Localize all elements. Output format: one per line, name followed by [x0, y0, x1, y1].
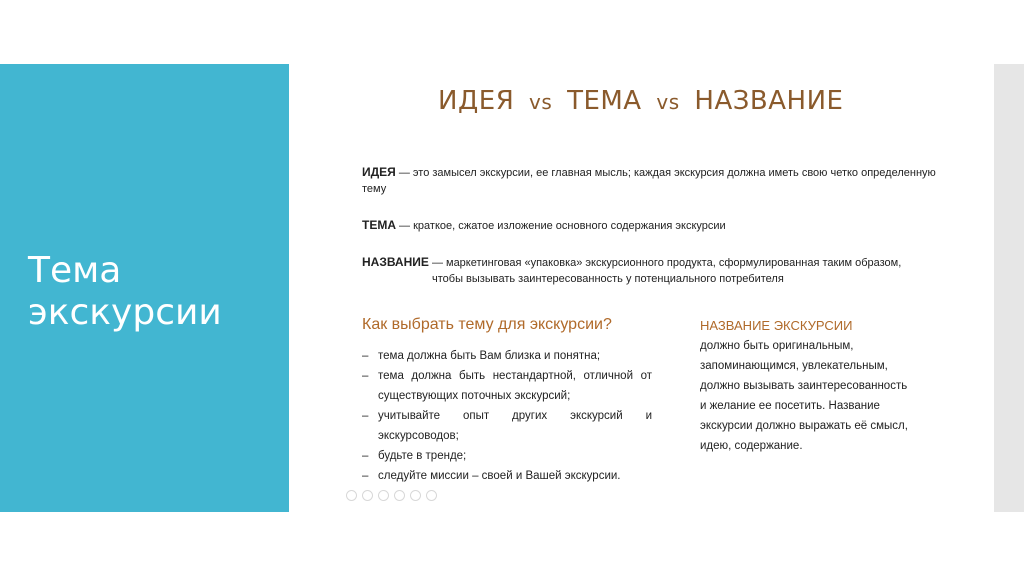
faint-toolbar-icons [346, 490, 437, 501]
list-item: – учитывайте опыт других экскурсий и экскурсоводов; [362, 406, 652, 446]
faint-dot-icon [378, 490, 389, 501]
how-to-choose-list [362, 346, 652, 486]
tour-name-text: должно быть оригинальным, запоминающимся, увлекательным, должно вызывать заинтересованность и желание ее посетить. Название экскурсии должно выражать её смысл, идею, содержание. [700, 340, 908, 452]
heading-part-name: НАЗВАНИЕ [694, 86, 844, 116]
definition-term: НАЗВАНИЕ [362, 255, 429, 269]
list-item: – тема должна быть нестандартной, отличной от существующих поточных экскурсий; [362, 366, 652, 406]
heading-part-idea: ИДЕЯ [438, 86, 515, 116]
how-to-choose-title: Как выбрать тему для экскурсии? [362, 316, 612, 333]
list-item: – будьте в тренде; [362, 446, 652, 466]
definition-text: — маркетинговая «упаковка» экскурсионного продукта, сформулированная таким образом, [428, 257, 902, 269]
right-edge-strip [994, 64, 1024, 512]
heading-vs-2: vs [656, 90, 680, 114]
sidebar-panel [0, 64, 289, 512]
faint-dot-icon [362, 490, 373, 501]
definition-name [362, 254, 942, 287]
list-item: – тема должна быть Вам близка и понятна; [362, 346, 652, 366]
faint-dot-icon [346, 490, 357, 501]
list-item: – следуйте миссии – своей и Вашей экскурсии. [362, 466, 652, 486]
tour-name-title: НАЗВАНИЕ ЭКСКУРСИИ [700, 318, 853, 333]
sidebar-title [28, 250, 278, 334]
slide-image-content [318, 64, 978, 512]
definition-text: — это замысел экскурсии, ее главная мысль; каждая экскурсия должна иметь свою четко определенную тему [362, 167, 936, 195]
definition-theme [362, 217, 942, 234]
heading-part-theme: ТЕМА [567, 86, 642, 116]
main-heading [438, 86, 843, 116]
heading-vs-1: vs [529, 90, 553, 114]
definition-text: — краткое, сжатое изложение основного содержания экскурсии [396, 220, 726, 232]
sidebar-title-line1: Тема [28, 250, 122, 291]
definition-term: ТЕМА [362, 218, 396, 232]
faint-dot-icon [410, 490, 421, 501]
definition-term: ИДЕЯ [362, 165, 396, 179]
definitions-list [362, 164, 942, 307]
faint-dot-icon [426, 490, 437, 501]
faint-dot-icon [394, 490, 405, 501]
definition-continuation: чтобы вызывать заинтересованность у потенциального потребителя [432, 273, 784, 285]
sidebar-title-line2: экскурсии [28, 292, 222, 333]
definition-idea [362, 164, 942, 197]
